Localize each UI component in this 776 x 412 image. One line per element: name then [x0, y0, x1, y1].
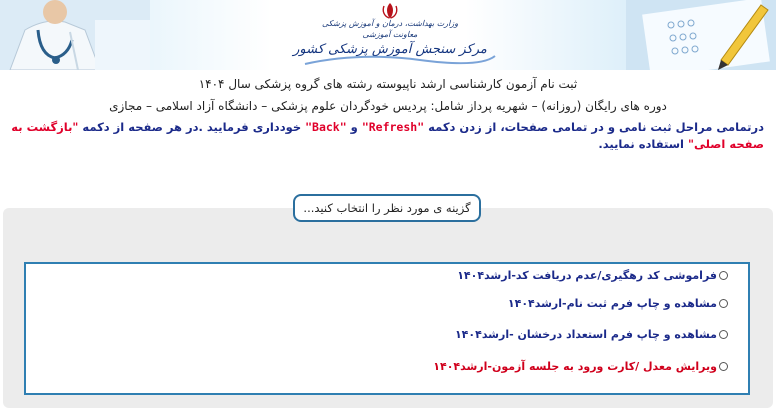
radio-button[interactable]: [719, 299, 728, 308]
header-banner: [0, 0, 776, 70]
center-name: مرکز سنجش آموزش پزشکی کشور: [293, 42, 487, 57]
radio-button[interactable]: [719, 362, 728, 371]
radio-button[interactable]: [719, 330, 728, 339]
warning-text-2: خودداری فرمایید .در هر صفحه از دکمه: [78, 120, 306, 134]
radio-button[interactable]: [719, 271, 728, 280]
option-label[interactable]: فراموشی کد رهگیری/عدم دریافت کد-ارشد۱۴۰۴: [457, 269, 717, 282]
select-prompt: گزینه ی مورد نظر را انتخاب کنید...: [293, 194, 481, 222]
page-subtitle: دوره های رایگان (روزانه) – شهریه پرداز شامل: پردیس خودگردان علوم پزشکی – دانشگاه آزاد اسلامی – مجازی: [109, 99, 667, 113]
page-title: ثبت نام آزمون کارشناسی ارشد ناپیوسته رشته های گروه پزشکی سال ۱۴۰۴: [198, 77, 578, 91]
option-edit-gpa-exam-card[interactable]: [433, 360, 728, 373]
deputy-name: معاونت آموزشی: [362, 30, 418, 39]
warning-and: و: [346, 120, 362, 134]
warning-text-1: درتمامی مراحل ثبت نامی و در تمامی صفحات، از زدن دکمه: [424, 120, 764, 134]
option-label[interactable]: مشاهده و چاپ فرم استعداد درخشان -ارشد۱۴۰۴: [454, 328, 717, 341]
navigation-warning: [4, 119, 764, 153]
option-view-registration-form[interactable]: [508, 297, 728, 310]
banner-swoosh: [300, 52, 500, 68]
iran-emblem-icon: [380, 2, 400, 20]
option-view-talent-form[interactable]: [455, 328, 728, 341]
exam-sheet-illustration: [626, 0, 776, 70]
option-forgot-tracking-code[interactable]: [457, 269, 728, 282]
return-button-label: "بازگشت به صفحه اصلی": [11, 120, 764, 151]
doctor-illustration: [0, 0, 150, 70]
option-label[interactable]: ویرایش معدل /کارت ورود به جلسه آزمون-ارشد۱۴۰۴: [433, 360, 717, 373]
warning-text-3: استفاده نمایید.: [598, 137, 688, 151]
ministry-name: وزارت بهداشت، درمان و آموزش پزشکی: [321, 19, 459, 28]
option-label[interactable]: مشاهده و چاپ فرم ثبت نام-ارشد۱۴۰۴: [507, 297, 717, 310]
refresh-key-label: "Refresh": [361, 120, 425, 134]
options-box: [24, 262, 750, 395]
back-key-label: "Back": [305, 120, 347, 134]
